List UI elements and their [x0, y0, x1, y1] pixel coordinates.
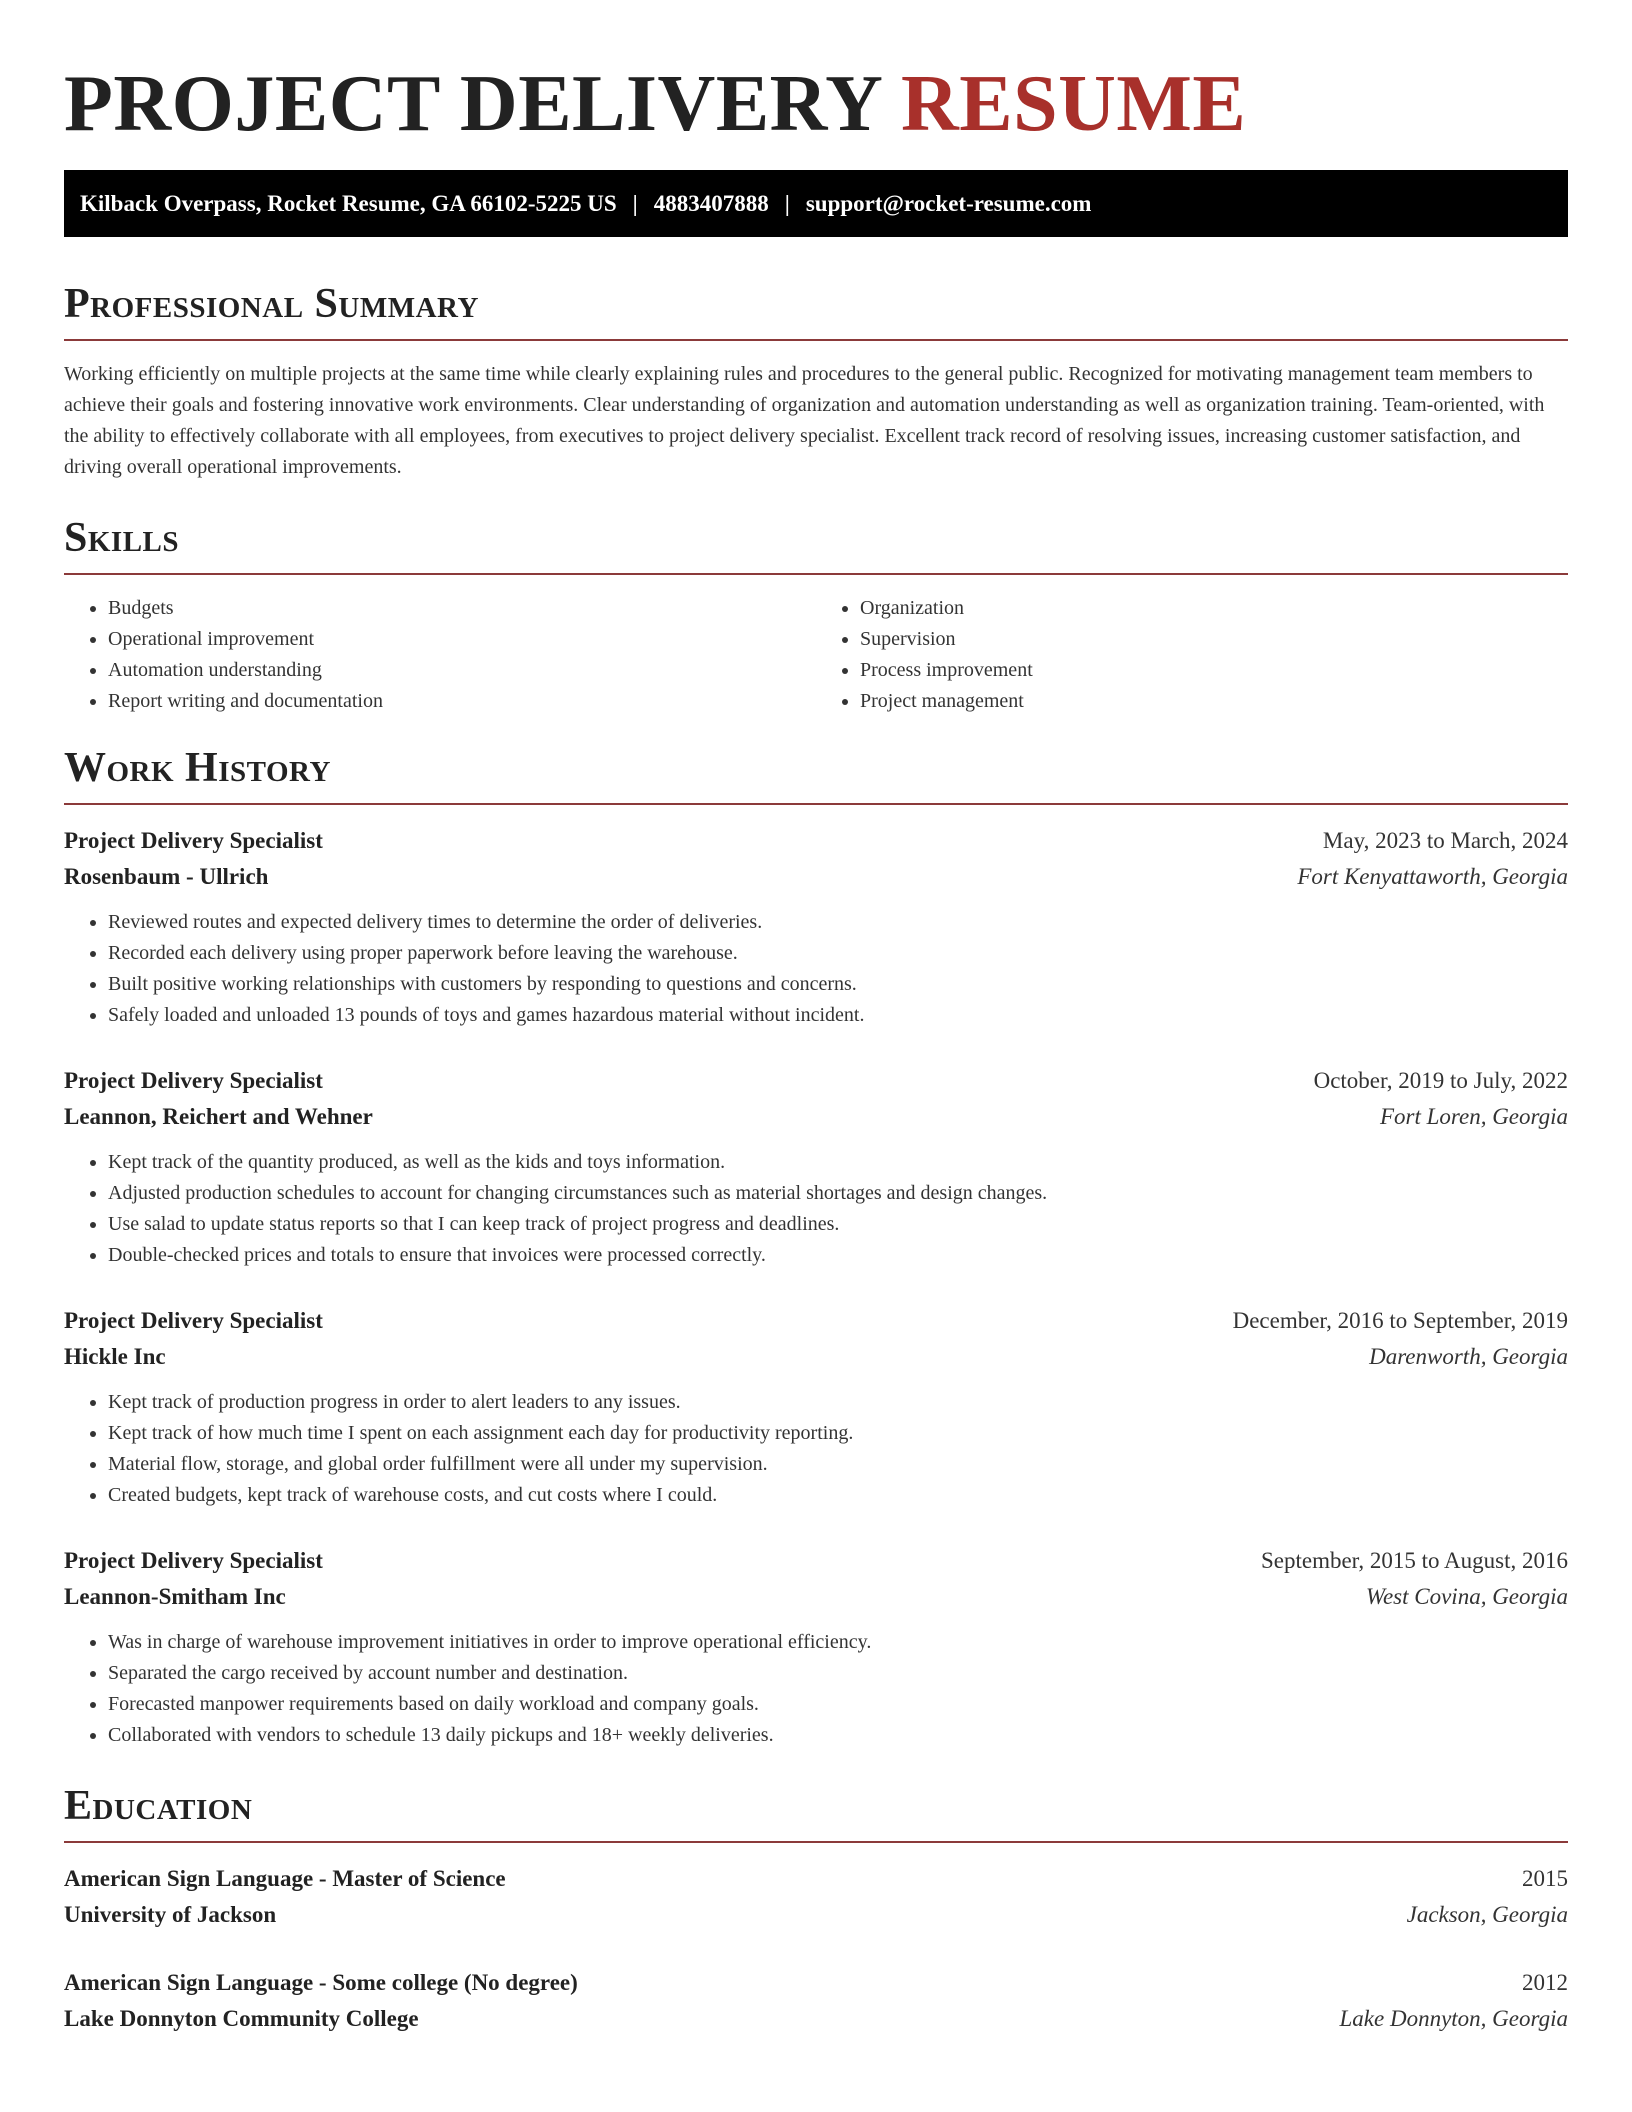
skill-item: • Supervision	[860, 624, 1568, 655]
education-location: Jackson, Georgia	[1406, 1902, 1568, 1927]
job-location: Darenworth, Georgia	[1369, 1344, 1568, 1369]
education-location: Lake Donnyton, Georgia	[1339, 2006, 1568, 2031]
education-degree-row	[64, 1965, 1568, 2001]
job-company: Hickle Inc	[64, 1344, 166, 1369]
skills-column-left	[64, 593, 816, 717]
education-school-row	[64, 1897, 1568, 1933]
job-company-row	[64, 859, 1568, 895]
job-header-row	[64, 1063, 1568, 1099]
job-company-row	[64, 1099, 1568, 1135]
summary-section	[64, 279, 1568, 483]
section-divider	[64, 573, 1568, 575]
education-degree-row	[64, 1861, 1568, 1897]
job-company: Leannon-Smitham Inc	[64, 1584, 286, 1609]
education-school: University of Jackson	[64, 1902, 277, 1927]
education-school: Lake Donnyton Community College	[64, 2006, 419, 2031]
summary-heading: Professional Summary	[64, 281, 479, 327]
job-company: Rosenbaum - Ullrich	[64, 864, 269, 889]
job-bullet: • Double-checked prices and totals to ensure that invoices were processed correctly.	[108, 1240, 1568, 1271]
skill-item: • Organization	[860, 593, 1568, 624]
contact-phone: 4883407888	[653, 190, 769, 216]
resume-title	[64, 58, 1568, 150]
job-entry	[64, 1063, 1568, 1271]
job-bullet: • Collaborated with vendors to schedule 13 daily pickups and 18+ weekly deliveries.	[108, 1720, 1568, 1751]
contact-bar	[64, 170, 1568, 237]
job-title: Project Delivery Specialist	[64, 828, 323, 853]
skills-heading: Skills	[64, 515, 180, 561]
job-bullet: • Kept track of production progress in order to alert leaders to any issues.	[108, 1387, 1568, 1418]
job-bullet: • Forecasted manpower requirements based on daily workload and company goals.	[108, 1689, 1568, 1720]
education-year: 2012	[1522, 1970, 1568, 1995]
skill-item: • Process improvement	[860, 655, 1568, 686]
job-bullets	[64, 1147, 1568, 1271]
contact-email: support@rocket-resume.com	[805, 190, 1092, 216]
job-bullets	[64, 907, 1568, 1031]
job-dates: October, 2019 to July, 2022	[1313, 1068, 1568, 1093]
job-entry	[64, 823, 1568, 1031]
section-divider	[64, 803, 1568, 805]
job-entry	[64, 1303, 1568, 1511]
education-year: 2015	[1522, 1866, 1568, 1891]
job-bullets	[64, 1627, 1568, 1751]
job-bullet: • Recorded each delivery using proper paperwork before leaving the warehouse.	[108, 938, 1568, 969]
education-school-row	[64, 2001, 1568, 2037]
resume-title-main: PROJECT DELIVERY	[64, 60, 901, 148]
job-dates: December, 2016 to September, 2019	[1232, 1308, 1568, 1333]
skill-item: • Automation understanding	[108, 655, 816, 686]
education-entry	[64, 1861, 1568, 1933]
job-dates: September, 2015 to August, 2016	[1260, 1548, 1568, 1573]
job-title: Project Delivery Specialist	[64, 1308, 323, 1333]
job-title: Project Delivery Specialist	[64, 1548, 323, 1573]
job-location: Fort Kenyattaworth, Georgia	[1297, 864, 1568, 889]
work-history-heading: Work History	[64, 745, 331, 791]
education-degree: American Sign Language - Some college (No degree)	[64, 1970, 578, 1995]
work-history-section	[64, 743, 1568, 1751]
job-bullet: • Was in charge of warehouse improvement initiatives in order to improve operational efficiency.	[108, 1627, 1568, 1658]
job-dates: May, 2023 to March, 2024	[1322, 828, 1568, 853]
job-bullet: • Safely loaded and unloaded 13 pounds of toys and games hazardous material without incident.	[108, 1000, 1568, 1031]
section-divider	[64, 1841, 1568, 1843]
job-bullet: • Material flow, storage, and global order fulfillment were all under my supervision.	[108, 1449, 1568, 1480]
job-bullet: • Built positive working relationships with customers by responding to questions and concerns.	[108, 969, 1568, 1000]
job-location: Fort Loren, Georgia	[1379, 1104, 1568, 1129]
job-title: Project Delivery Specialist	[64, 1068, 323, 1093]
job-bullet: • Kept track of how much time I spent on each assignment each day for productivity reporting.	[108, 1418, 1568, 1449]
education-degree: American Sign Language - Master of Science	[64, 1866, 506, 1891]
job-bullet: • Kept track of the quantity produced, as well as the kids and toys information.	[108, 1147, 1568, 1178]
contact-address: Kilback Overpass, Rocket Resume, GA 66102-5225 US	[80, 190, 617, 216]
job-header-row	[64, 823, 1568, 859]
summary-text: Working efficiently on multiple projects at the same time while clearly explaining rules and procedures to the general public. Recognized for motivating management team members to achieve their goals and fostering innovative work environments. Clear understanding of organization and automation understanding as well as organization training. Team-oriented, with the ability to effectively collaborate with all employees, from executives to project delivery specialist. Excellent track record of resolving issues, increasing customer satisfaction, and driving overall operational improvements.	[64, 363, 1545, 478]
resume-title-accent: RESUME	[900, 60, 1247, 148]
job-company-row	[64, 1579, 1568, 1615]
contact-separator: |	[632, 190, 638, 216]
education-entry	[64, 1965, 1568, 2037]
skill-item: • Project management	[860, 686, 1568, 717]
job-company: Leannon, Reichert and Wehner	[64, 1104, 373, 1129]
skills-column-right	[816, 593, 1568, 717]
job-bullets	[64, 1387, 1568, 1511]
job-header-row	[64, 1303, 1568, 1339]
job-bullet: • Use salad to update status reports so that I can keep track of project progress and deadlines.	[108, 1209, 1568, 1240]
skills-section	[64, 513, 1568, 717]
education-heading: Education	[64, 1783, 253, 1829]
contact-separator: |	[784, 190, 790, 216]
job-company-row	[64, 1339, 1568, 1375]
education-section	[64, 1781, 1568, 2037]
job-header-row	[64, 1543, 1568, 1579]
job-bullet: • Created budgets, kept track of warehouse costs, and cut costs where I could.	[108, 1480, 1568, 1511]
skill-item: • Operational improvement	[108, 624, 816, 655]
skill-item: • Budgets	[108, 593, 816, 624]
job-bullet: • Separated the cargo received by account number and destination.	[108, 1658, 1568, 1689]
skills-grid	[64, 593, 1568, 717]
skill-item: • Report writing and documentation	[108, 686, 816, 717]
job-bullet: • Adjusted production schedules to account for changing circumstances such as material shortages and design changes.	[108, 1178, 1568, 1209]
section-divider	[64, 339, 1568, 341]
job-bullet: • Reviewed routes and expected delivery times to determine the order of deliveries.	[108, 907, 1568, 938]
job-location: West Covina, Georgia	[1365, 1584, 1568, 1609]
job-entry	[64, 1543, 1568, 1751]
